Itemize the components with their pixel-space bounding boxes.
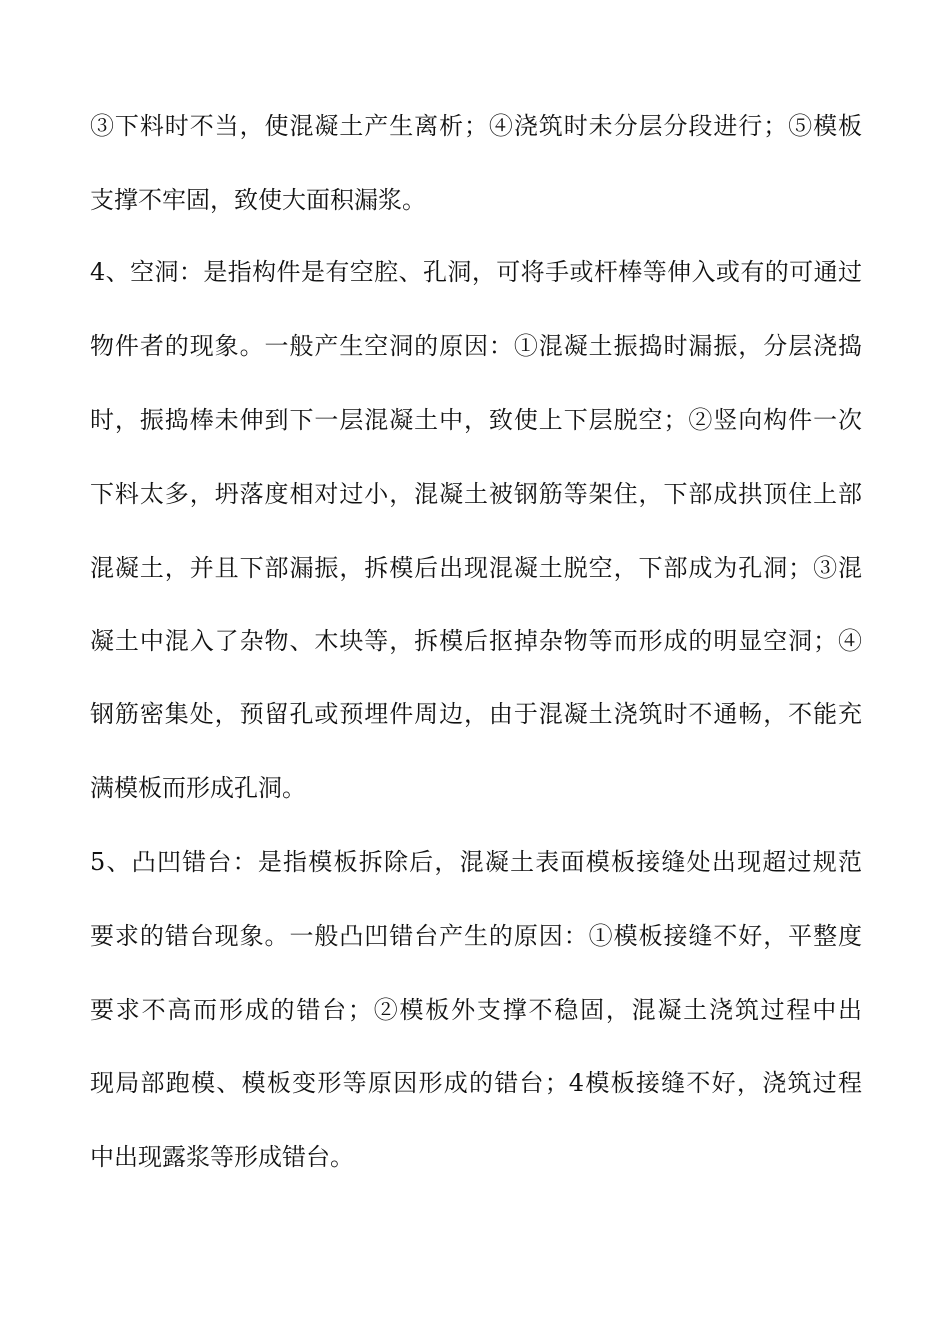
- text-line: 凝土中混入了杂物、木块等，拆模后抠掉杂物等而形成的明显空洞；④: [90, 627, 862, 655]
- text-line: 时，振捣棒未伸到下一层混凝土中，致使上下层脱空；②竖向构件一次: [90, 406, 862, 434]
- text-line: 中出现露浆等形成错台。: [90, 1143, 354, 1171]
- text-line: 要求不高而形成的错台；②模板外支撑不稳固，混凝土浇筑过程中出: [90, 996, 862, 1024]
- text-line: 钢筋密集处，预留孔或预埋件周边，由于混凝土浇筑时不通畅，不能充: [90, 700, 862, 728]
- text-line: 要求的错台现象。一般凸凹错台产生的原因：①模板接缝不好，平整度: [90, 922, 862, 950]
- text-line: ③下料时不当，使混凝土产生离析；④浇筑时未分层分段进行；⑤模板: [90, 112, 862, 140]
- text-line: 现局部跑模、模板变形等原因形成的错台；4模板接缝不好，浇筑过程: [90, 1069, 862, 1097]
- text-line: 满模板而形成孔洞。: [90, 774, 306, 802]
- text-line: 4、空洞：是指构件是有空腔、孔洞，可将手或杆棒等伸入或有的可通过: [90, 258, 862, 286]
- text-line: 下料太多，坍落度相对过小，混凝土被钢筋等架住，下部成拱顶住上部: [90, 480, 862, 508]
- text-line: 物件者的现象。一般产生空洞的原因：①混凝土振捣时漏振，分层浇捣: [90, 332, 862, 360]
- text-line: 5、凸凹错台：是指模板拆除后，混凝土表面模板接缝处出现超过规范: [90, 848, 862, 876]
- text-line: 混凝土，并且下部漏振，拆模后出现混凝土脱空，下部成为孔洞；③混: [90, 554, 862, 582]
- text-line: 支撑不牢固，致使大面积漏浆。: [90, 186, 426, 214]
